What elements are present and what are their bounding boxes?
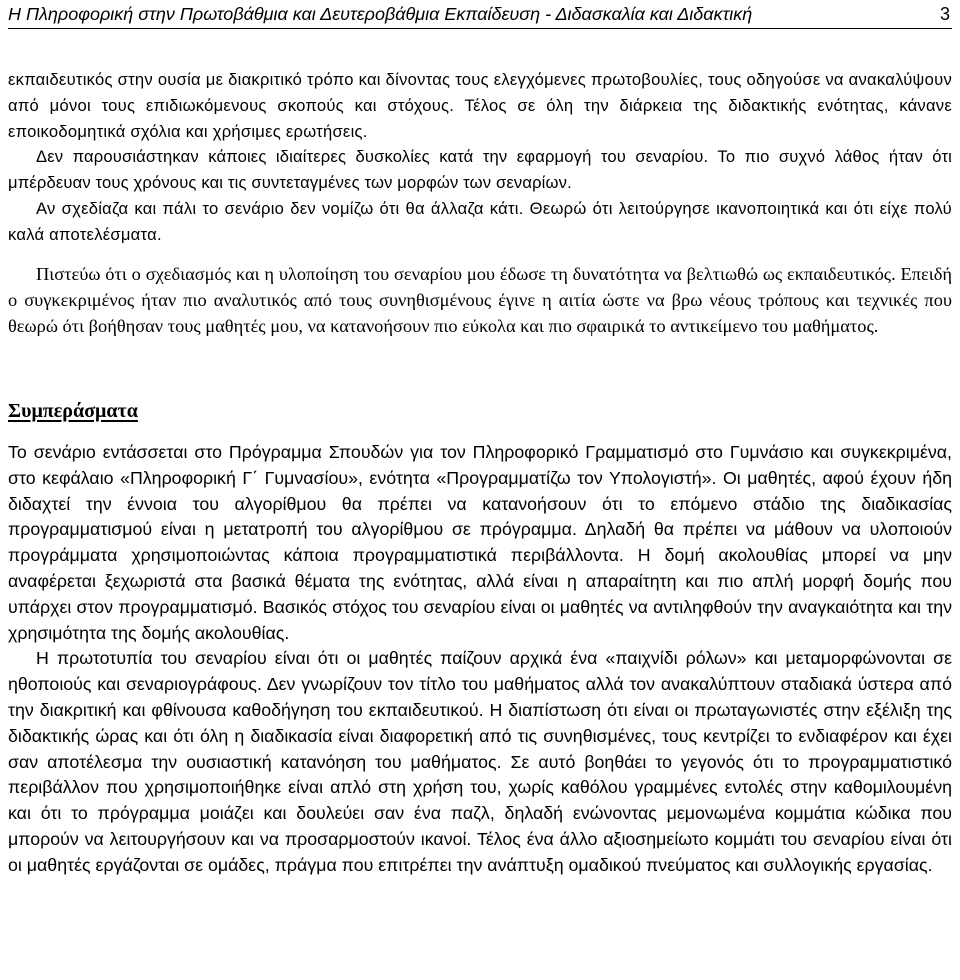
paragraph: Η πρωτοτυπία του σεναρίου είναι ότι οι μαθητές παίζουν αρχικά ένα «παιχνίδι ρόλων» και μεταμορφώνονται σε ηθοποιούς και σεναριογράφους. Δεν γνωρίζουν τον τίτλο του μαθήματος αλλά τον ανακαλύπτουν σταδιακά ύστερα από την διακριτική και φθίνουσα καθοδήγηση του εκπαιδευτικού. Η διαπίστωση ότι είναι οι πρωταγωνιστές στην εξέλιξη της διδακτικής ώρας και ότι όλη η διαδικασία είναι διαφορετική από τις συνηθισμένες, τους κεντρίζει το ενδιαφέρον και έχει σαν αποτέλεσμα την ουσιαστική κατανόηση του μαθήματος. Σε αυτό βοηθάει το γεγονός ότι το προγραμματιστικό περιβάλλον που χρησιμοποιήθηκε είναι απλό στη χρήση του, χωρίς καθόλου γραμμένες εντολές στην καθομιλουμένη και ότι το πρόγραμμα μοιάζει και δουλεύει σαν ένα παζλ, δηλαδή ενώνοντας μεμονωμένα κομμάτια κώδικα που μπορούν να λειτουργήσουν και να προσαρμοστούν ικανοί. Τέλος ένα άλλο αξιοσημείωτο κομμάτι του σεναρίου είναι ότι οι μαθητές εργάζονται σε ομάδες, πράγμα που επιτρέπει την ανάπτυξη ομαδικού πνεύματος και συλλογικής εργασίας.	[8, 648, 952, 875]
paragraph: Το σενάριο εντάσσεται στο Πρόγραμμα Σπουδών για τον Πληροφορικό Γραμματισμό στο Γυμνάσιο και συγκεκριμένα, στο κεφάλαιο «Πληροφορική Γ΄ Γυμνασίου», ενότητα «Προγραμματίζω τον Υπολογιστή». Οι μαθητές, αφού έχουν ήδη διδαχτεί την έννοια του αλγορίθμου θα πρέπει να κατανοήσουν ότι το επόμενο στάδιο της διαδικασίας προγραμματισμού είναι η μετατροπή του αλγορίθμου σε πρόγραμμα. Δηλαδή θα πρέπει να μάθουν να υλοποιούν προγράμματα χρησιμοποιώντας κάποια προγραμματιστικά περιβάλλοντα. Η δομή ακολουθίας μπορεί να μην αναφέρεται ξεχωριστά στα βασικά θέματα της ενότητας, αλλά είναι η απαραίτητη και πιο απλή μορφή δομής που υπάρχει στον προγραμματισμό. Βασικός στόχος του σεναρίου είναι οι μαθητές να αντιληφθούν την αναγκαιότητα και την χρησιμότητα της δομής ακολουθίας.	[8, 442, 952, 643]
paragraph: Αν σχεδίαζα και πάλι το σενάριο δεν νομίζω ότι θα άλλαζα κάτι. Θεωρώ ότι λειτούργησε ικανοποιητικά και ότι είχε πολύ καλά αποτελέσματα.	[8, 198, 952, 244]
paragraph: Πιστεύω ότι ο σχεδιασμός και η υλοποίηση του σεναρίου μου έδωσε τη δυνατότητα να βελτιωθώ ως εκπαιδευτικός. Επειδή ο συγκεκριμένος ήταν πιο αναλυτικός από τους συνηθισμένους έγινε η αιτία ώστε να βρω νέους τρόπους και τεχνικές που θεωρώ ότι βοήθησαν τους μαθητές μου, να κατανοήσουν πιο εύκολα και πιο σφαιρικά το αντικείμενο του μαθήματος.	[8, 264, 952, 336]
section-heading: Συμπεράσματα	[8, 400, 138, 422]
paragraph: εκπαιδευτικός στην ουσία με διακριτικό τρόπο και δίνοντας τους ελεγχόμενες πρωτοβουλίες, τους οδηγούσε να ανακαλύψουν από μόνοι τους επιδιωκόμενους σκοπούς και στόχους. Τέλος σε όλη την διάρκεια της διδακτικής ενότητας, κάνανε εποικοδομητικά σχόλια και χρήσιμες ερωτήσεις.	[8, 70, 952, 141]
header-title: Η Πληροφορική στην Πρωτοβάθμια και Δευτεροβάθμια Εκπαίδευση - Διδασκαλία και Διδακτική	[8, 4, 753, 24]
paragraph: Δεν παρουσιάστηκαν κάποιες ιδιαίτερες δυσκολίες κατά την εφαρμογή του σεναρίου. Το πιο συχνό λάθος ήταν ότι μπέρδευαν τους χρόνους και τις συντεταγμένες των μορφών των σεναρίων.	[8, 147, 952, 193]
running-header	[8, 2, 952, 29]
page-number: 3	[939, 4, 950, 24]
reflection-text-block	[8, 262, 952, 339]
continued-text-block	[8, 67, 952, 248]
conclusions-text-block	[8, 440, 952, 879]
